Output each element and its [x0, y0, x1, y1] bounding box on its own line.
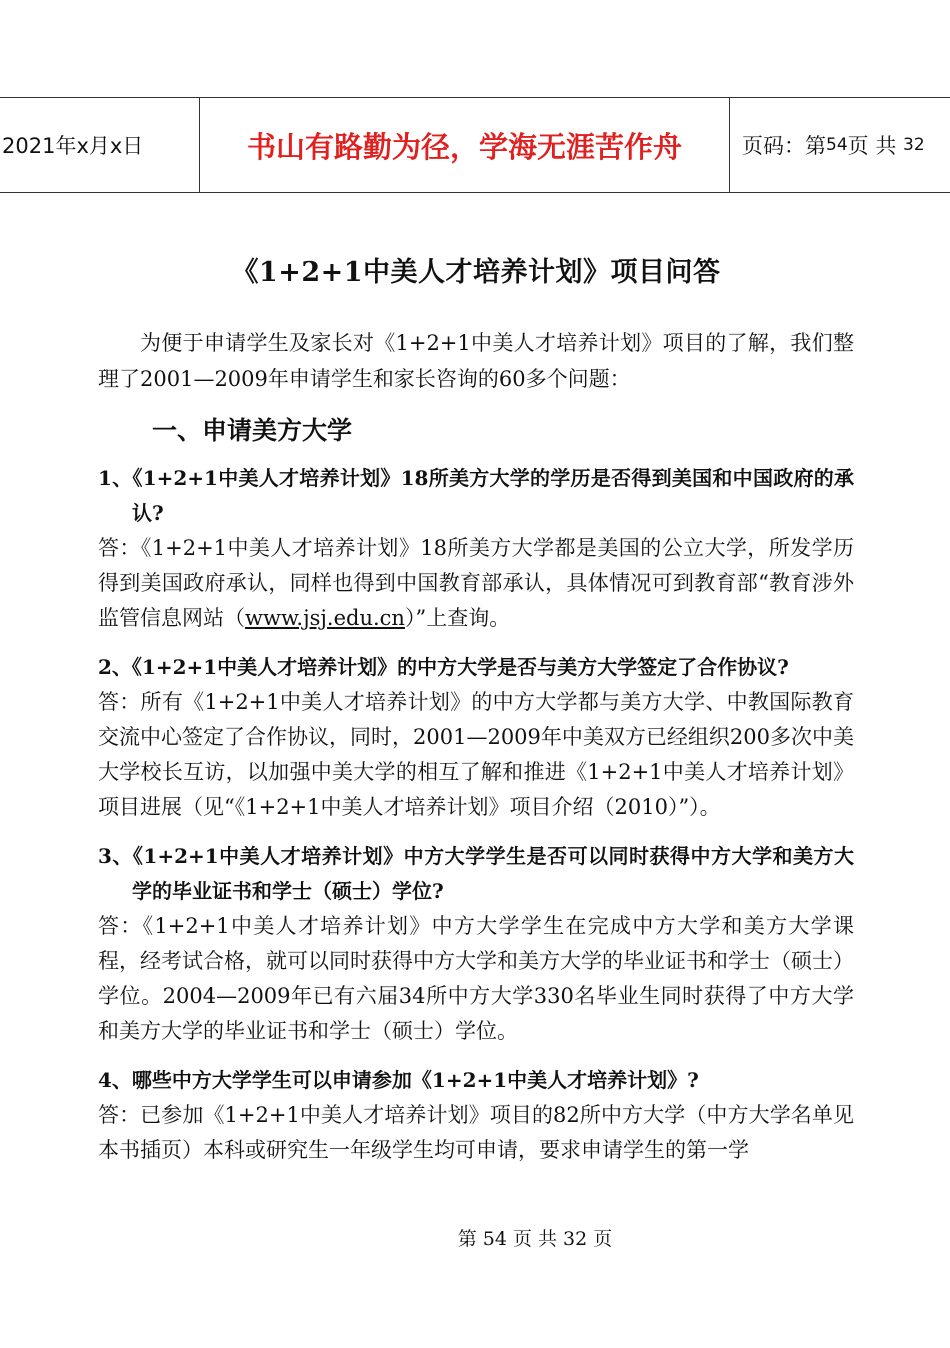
- question-2: 2、《1+2+1中美人才培养计划》的中方大学是否与美方大学签定了合作协议?: [98, 655, 789, 679]
- intro-paragraph: 为便于申请学生及家长对《1+2+1中美人才培养计划》项目的了解，我们整理了2001—2009年申请学生和家长咨询的60多个问题：: [98, 331, 854, 391]
- answer-1-text: 答：《1+2+1中美人才培养计划》18所美方大学都是美国的公立大学，所发学历得到美国政府承认，同样也得到中国教育部承认，具体情况可到教育部“教育涉外监管信息网站（: [98, 536, 854, 630]
- page-current: 54: [826, 135, 848, 155]
- document-title: 《1+2+1中美人才培养计划》项目问答: [231, 257, 721, 288]
- question-4: 4、哪些中方大学学生可以申请参加《1+2+1中美人才培养计划》?: [98, 1068, 699, 1092]
- answer-1-tail: ）”上查询。: [404, 606, 511, 630]
- header-motto: 书山有路勤为径，学海无涯苦作舟: [200, 98, 730, 192]
- page-footer: 第 54 页 共 32 页: [457, 1228, 613, 1250]
- answer-2: 答：所有《1+2+1中美人才培养计划》的中方大学都与美方大学、中教国际教育交流中心签定了合作协议，同时，2001—2009年中美双方已经组织200多次中美大学校长互访，以加强中美大学的相互了解和推进《1+2+1中美人才培养计划》项目进展（见“《1+2+1中美人才培养计划》项目介绍（2010）”）。: [98, 690, 854, 819]
- qa-item-1: [98, 461, 854, 636]
- document-body: [98, 250, 854, 1182]
- question-1: 1、《1+2+1中美人才培养计划》18所美方大学的学历是否得到美国和中国政府的承认?: [98, 466, 854, 525]
- answer-1: [98, 531, 854, 636]
- qa-item-4: [98, 1063, 854, 1168]
- header-page-info: [730, 98, 950, 192]
- page-label: 页码：第: [742, 134, 826, 158]
- question-3: 3、《1+2+1中美人才培养计划》中方大学学生是否可以同时获得中方大学和美方大学的毕业证书和学士（硕士）学位?: [98, 844, 854, 903]
- section-heading: 一、申请美方大学: [152, 416, 353, 445]
- page-mid: 页 共: [847, 134, 897, 158]
- qa-item-3: [98, 839, 854, 1049]
- answer-3: 答：《1+2+1中美人才培养计划》中方大学学生在完成中方大学和美方大学课程，经考试合格，就可以同时获得中方大学和美方大学的毕业证书和学士（硕士）学位。2004—2009年已有六届34所中方大学330名毕业生同时获得了中方大学和美方大学的毕业证书和学士（硕士）学位。: [98, 914, 854, 1043]
- answer-4: 答：已参加《1+2+1中美人才培养计划》项目的82所中方大学（中方大学名单见本书插页）本科或研究生一年级学生均可申请，要求申请学生的第一学: [98, 1103, 854, 1162]
- page-header: [0, 97, 950, 193]
- header-date: 2021年x月x日: [0, 98, 200, 192]
- page-total: 32: [903, 135, 925, 155]
- qa-item-2: [98, 650, 854, 825]
- jsj-website-link[interactable]: www.jsj.edu.cn: [245, 606, 405, 630]
